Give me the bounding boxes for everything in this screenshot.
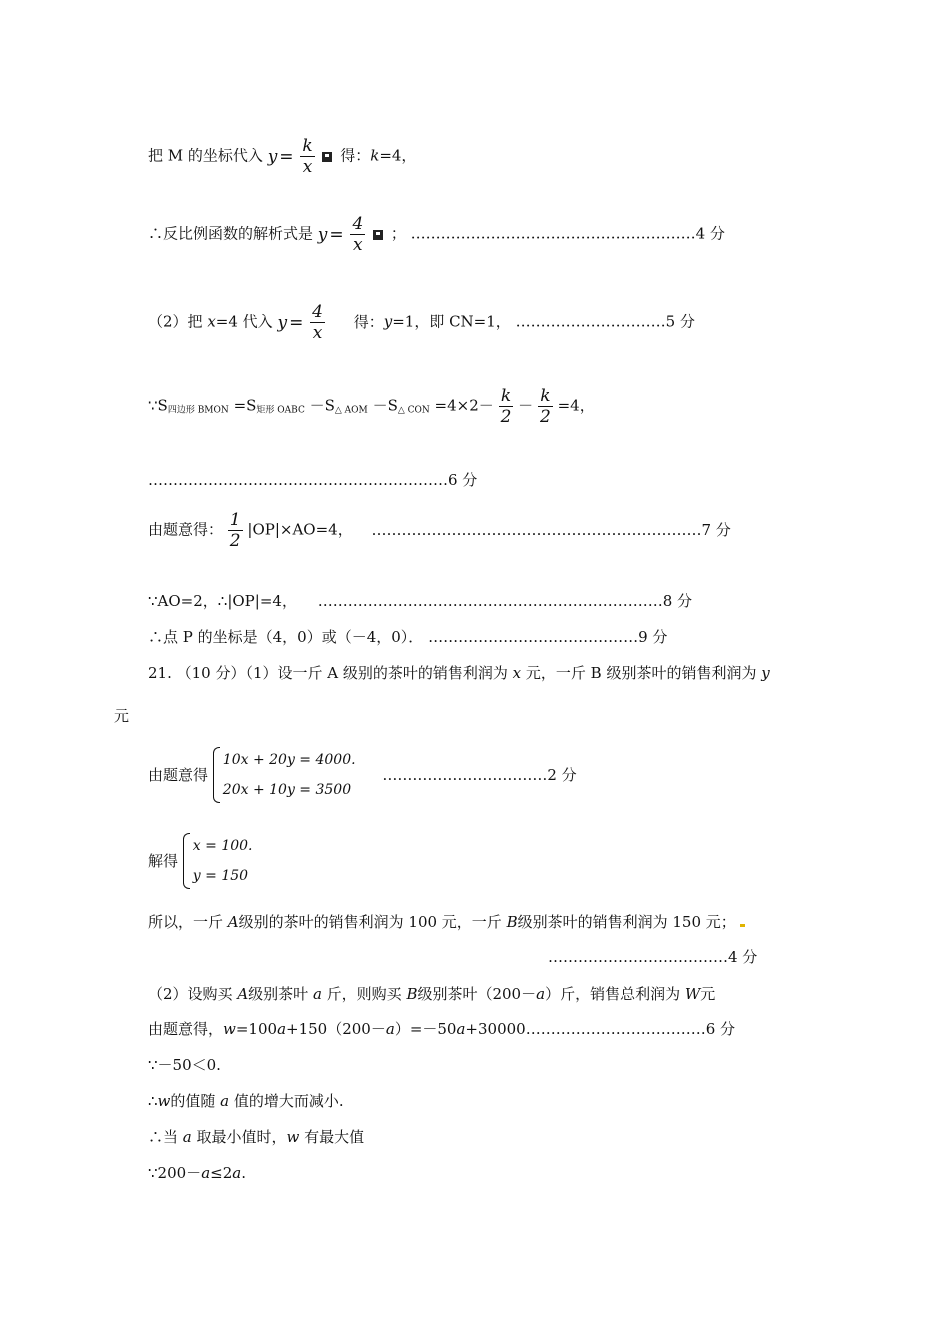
constraint-line: ∵200－a≤2a. <box>148 1164 246 1182</box>
equation-system-setup: 由题意得 10x + 20y = 4000. 20x + 10y = 3500 ……………………………2 分 <box>148 745 577 805</box>
max-statement: ∴当 a 取最小值时，w 有最大值 <box>148 1128 365 1146</box>
embedded-object-icon <box>373 230 383 240</box>
function-k-over-x: y = $\frac{k}{x}$ <box>267 136 313 177</box>
question-21: 21. （10 分）（1）设一斤 A 级别的茶叶的销售利润为 x 元，一斤 B 级别茶叶的销售利润为 y <box>148 664 770 682</box>
score-dots-6: ……………………………………………………6 分 <box>148 471 478 489</box>
question-21-tail: 元 <box>114 707 130 725</box>
highlight-mark <box>740 924 745 927</box>
embedded-object-icon <box>322 152 332 162</box>
line-area-computation: $\because S_{四边形 BMON} =S_{矩形 OABC} -S_{\triangle AOM} -S_{\triangle CON} =4\times 2-$ $\frac{k}{2}$ － $\frac{k}{2}$ =4， <box>148 386 595 427</box>
line-analytic-formula: ∴反比例函数的解析式是 y = $\frac{4}{x}$ ； …………………………………………………4 分 <box>148 214 725 255</box>
fraction-k-over-2: $\frac{k}{2}$ <box>500 386 512 427</box>
line-point-p: ∴点 P 的坐标是（4，0）或（－4，0）． ……………………………………9 分 <box>148 628 668 646</box>
decreasing-statement: ∴w的值随 a 值的增大而减小. <box>148 1092 344 1110</box>
score-dots-7: …………………………………………………………7 分 <box>371 520 731 539</box>
score-dots-4b: ………………………………4 分 <box>548 948 758 966</box>
equation-system-solution: 解得 x = 100. y = 150 <box>148 831 253 891</box>
function-4-over-x: y = $\frac{4}{x}$ <box>317 214 364 255</box>
profit-function: 由题意得，w=100a+150（200－a）=－50a+30000………………………………6 分 <box>148 1020 736 1038</box>
score-dots-2: ……………………………2 分 <box>382 766 577 784</box>
brace-solution: x = 100. y = 150 <box>183 831 253 891</box>
brace-system: 10x + 20y = 4000. 20x + 10y = 3500 <box>213 745 356 805</box>
score-dots-5: …………………………5 分 <box>515 312 695 331</box>
line-op-equation: 由题意得： $\frac{1}{2}$ |OP|×AO=4， …………………………………………………………7 分 <box>148 510 731 551</box>
line-part-2: （2）把 x=4 代入 y = $\frac{4}{x}$ 得：y=1，即 CN=1， …………………………5 分 <box>148 302 695 343</box>
part-2-setup: （2）设购买 A级别茶叶 a 斤，则购买 B级别茶叶（200－a）斤，销售总利润为 W元 <box>148 985 716 1003</box>
line-substitute-m: 把 M 的坐标代入 y = $\frac{k}{x}$ 得：k=4， <box>148 136 417 177</box>
conclusion-line: 所以，一斤 A级别的茶叶的销售利润为 100 元，一斤 B级别茶叶的销售利润为 150 元； <box>148 912 745 932</box>
line-ao-op: ∵AO=2，∴|OP|=4， ……………………………………………………………8 分 <box>148 592 693 610</box>
score-dots-8: ……………………………………………………………8 分 <box>317 592 693 610</box>
fraction-one-half: $\frac{1}{2}$ <box>229 510 241 551</box>
fraction-k-over-2: $\frac{k}{2}$ <box>539 386 551 427</box>
score-dots-4: …………………………………………………4 分 <box>410 224 725 243</box>
slope-negative: ∵－50＜0. <box>148 1056 221 1074</box>
score-dots-9: ……………………………………9 分 <box>428 628 668 646</box>
function-4-over-x: y = $\frac{4}{x}$ <box>277 302 323 343</box>
